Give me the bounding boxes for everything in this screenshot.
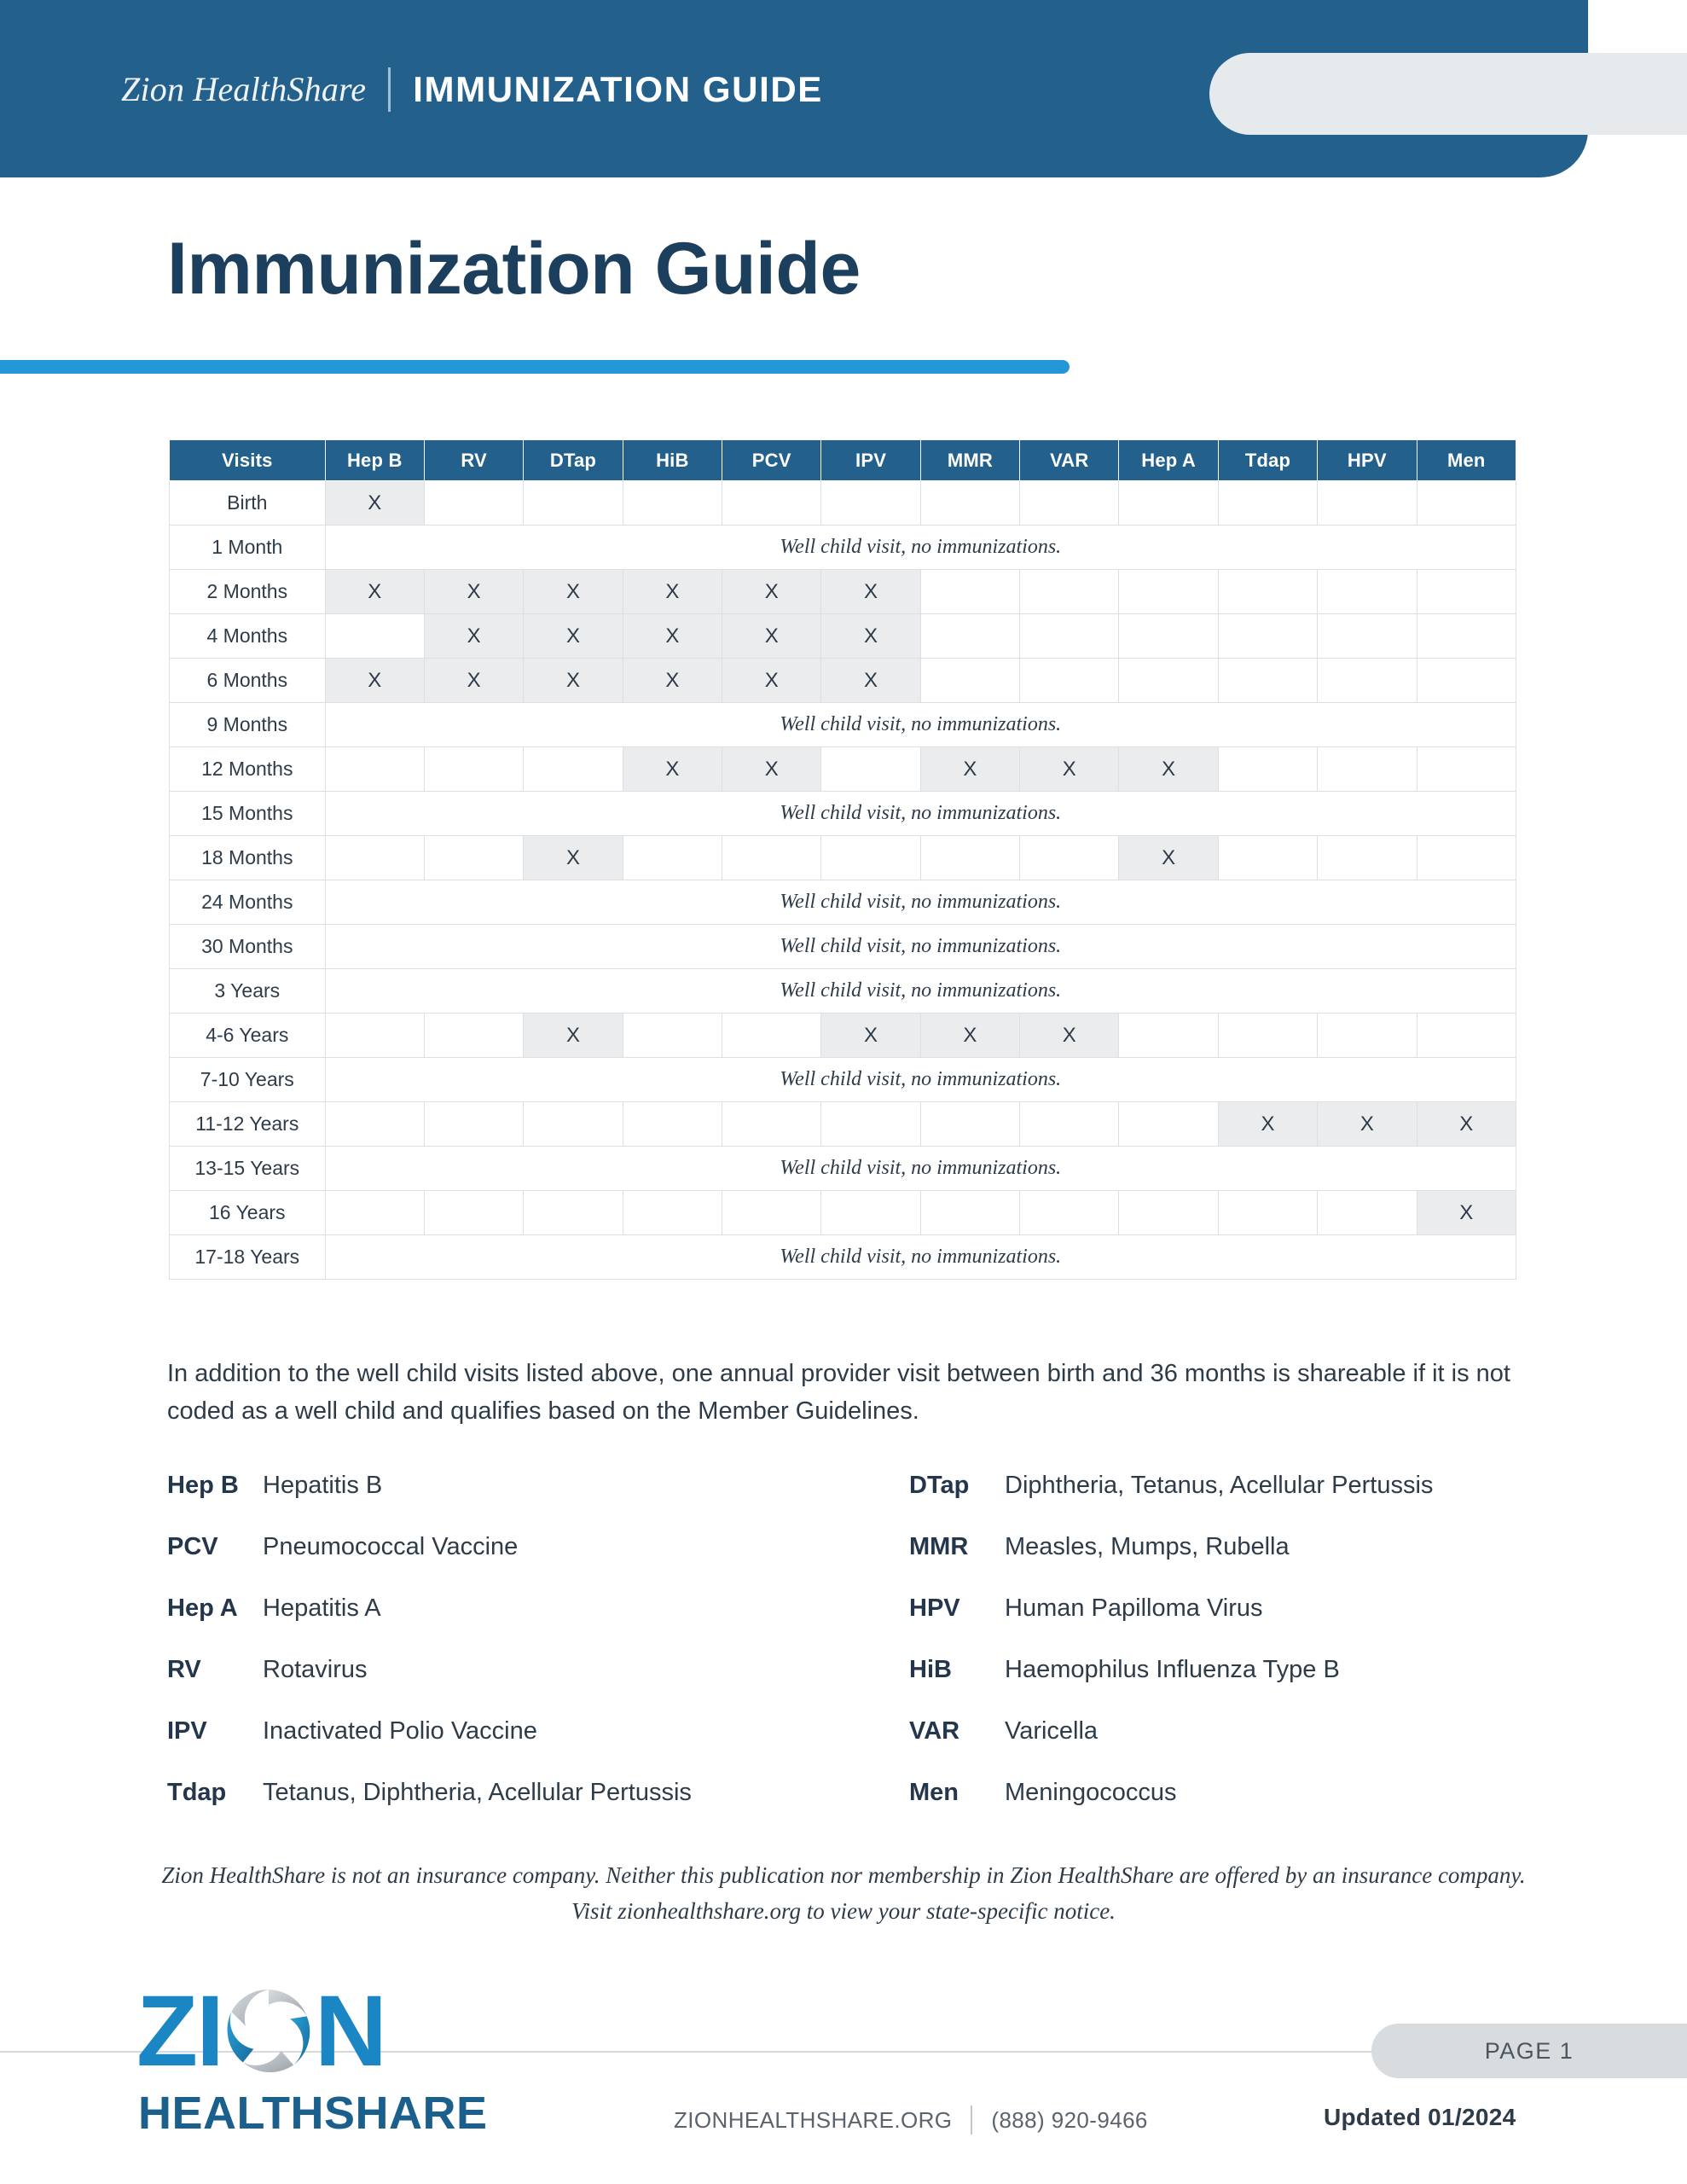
vaccine-cell-empty [1318, 1191, 1417, 1235]
visit-age-label: 18 Months [170, 836, 326, 880]
header-decorative-pill [1209, 53, 1687, 135]
vaccine-cell-empty [1020, 1191, 1119, 1235]
legend-item [909, 1594, 1532, 1656]
vaccine-cell-empty [1020, 659, 1119, 703]
vaccine-cell-empty [1417, 747, 1516, 792]
vaccine-cell-empty [1020, 836, 1119, 880]
legend-item [167, 1779, 909, 1840]
vaccine-cell-empty [920, 836, 1019, 880]
legend-item [167, 1594, 909, 1656]
visit-age-label: 3 Years [170, 969, 326, 1014]
vaccine-cell-empty [821, 1102, 920, 1147]
vaccine-cell-marked: X [1119, 836, 1218, 880]
logo-healthshare-wordmark: HEALTHSHARE [138, 2088, 488, 2139]
vaccine-cell-empty [325, 836, 424, 880]
vaccine-cell-empty [920, 614, 1019, 659]
vaccine-cell-marked: X [821, 570, 920, 614]
disclaimer-text: Zion HealthShare is not an insurance company. Neither this publication nor membership in Zion HealthShare are offered by an insurance company. Visit zionhealthshare.org to view your state-specific notice. [161, 1862, 1526, 1924]
table-row [170, 1147, 1516, 1191]
table-row [170, 792, 1516, 836]
visit-age-label: 12 Months [170, 747, 326, 792]
well-child-visit-note: Well child visit, no immunizations. [325, 969, 1516, 1014]
vaccine-cell-empty [1020, 614, 1119, 659]
table-header-row [170, 440, 1516, 481]
logo-swirl-icon [224, 1987, 313, 2076]
vaccine-cell-empty [821, 481, 920, 526]
legend-full-name: Hepatitis A [263, 1594, 381, 1622]
page-number-badge: PAGE 1 [1371, 2024, 1687, 2078]
vaccine-cell-empty [1119, 570, 1218, 614]
vaccine-cell-empty [821, 836, 920, 880]
vaccine-cell-empty [722, 836, 821, 880]
table-row [170, 703, 1516, 747]
vaccine-cell-empty [722, 1014, 821, 1058]
vaccine-cell-empty [524, 481, 623, 526]
vaccine-cell-empty [424, 1102, 523, 1147]
vaccine-cell-empty [1318, 659, 1417, 703]
legend-full-name: Inactivated Polio Vaccine [263, 1717, 537, 1745]
legend-item [909, 1656, 1532, 1717]
table-row [170, 880, 1516, 925]
vaccine-cell-empty [920, 1102, 1019, 1147]
vaccine-cell-marked: X [623, 614, 722, 659]
table-row [170, 526, 1516, 570]
column-header-mmr: MMR [920, 440, 1019, 481]
vaccine-cell-empty [1218, 747, 1317, 792]
well-child-visit-note: Well child visit, no immunizations. [325, 1235, 1516, 1280]
abbreviation-legend [167, 1472, 1532, 1840]
vaccine-cell-empty [1119, 659, 1218, 703]
table-row [170, 747, 1516, 792]
vaccine-cell-marked: X [1318, 1102, 1417, 1147]
table-row [170, 659, 1516, 703]
vaccine-cell-empty [1218, 481, 1317, 526]
vaccine-cell-marked: X [1218, 1102, 1317, 1147]
table-row [170, 570, 1516, 614]
vaccine-cell-empty [1020, 1102, 1119, 1147]
table-row [170, 1191, 1516, 1235]
vaccine-cell-empty [1318, 614, 1417, 659]
vaccine-cell-marked: X [325, 659, 424, 703]
vaccine-cell-marked: X [1119, 747, 1218, 792]
additional-visit-note: In addition to the well child visits listed above, one annual provider visit between birth and 36 months is shareable if it is not coded as a well child and qualifies based on the Member Guidelines. [167, 1360, 1510, 1426]
zion-healthshare-logo [136, 1974, 512, 2143]
table-row [170, 925, 1516, 969]
vaccine-cell-marked: X [623, 659, 722, 703]
visit-age-label: 15 Months [170, 792, 326, 836]
column-header-dtap: DTap [524, 440, 623, 481]
legend-full-name: Meningococcus [1005, 1779, 1177, 1806]
vaccine-cell-empty [1119, 481, 1218, 526]
column-header-ipv: IPV [821, 440, 920, 481]
column-header-rv: RV [424, 440, 523, 481]
vaccine-cell-marked: X [623, 570, 722, 614]
vaccine-cell-empty [424, 481, 523, 526]
vaccine-cell-marked: X [722, 659, 821, 703]
well-child-visit-note: Well child visit, no immunizations. [325, 526, 1516, 570]
footer-contact-info [674, 2106, 1148, 2135]
vaccine-cell-empty [920, 659, 1019, 703]
vaccine-cell-marked: X [524, 570, 623, 614]
header-title: IMMUNIZATION GUIDE [413, 69, 823, 109]
title-accent-bar [0, 360, 1070, 374]
well-child-visit-note: Well child visit, no immunizations. [325, 880, 1516, 925]
logo-letter-z: Z [136, 1974, 197, 2088]
vaccine-cell-empty [1119, 614, 1218, 659]
vaccine-cell-marked: X [1020, 1014, 1119, 1058]
vaccine-cell-marked: X [524, 614, 623, 659]
table-row [170, 481, 1516, 526]
immunization-schedule-table [169, 439, 1516, 1280]
legend-item [909, 1717, 1532, 1779]
vaccine-cell-marked: X [821, 614, 920, 659]
vaccine-cell-empty [325, 1102, 424, 1147]
column-header-men: Men [1417, 440, 1516, 481]
vaccine-cell-empty [524, 747, 623, 792]
legend-abbreviation: Hep A [167, 1594, 238, 1622]
vaccine-cell-empty [623, 1191, 722, 1235]
legend-full-name: Haemophilus Influenza Type B [1005, 1656, 1340, 1683]
legend-item [167, 1656, 909, 1717]
vaccine-cell-empty [1119, 1014, 1218, 1058]
well-child-visit-note: Well child visit, no immunizations. [325, 1147, 1516, 1191]
vaccine-cell-empty [325, 1191, 424, 1235]
legend-abbreviation: Hep B [167, 1472, 239, 1499]
vaccine-cell-empty [1218, 659, 1317, 703]
vaccine-cell-marked: X [821, 1014, 920, 1058]
legend-abbreviation: DTap [909, 1472, 970, 1499]
vaccine-cell-empty [424, 1191, 523, 1235]
visit-age-label: 1 Month [170, 526, 326, 570]
legend-full-name: Tetanus, Diphtheria, Acellular Pertussis [263, 1779, 692, 1806]
footer-updated-date: Updated 01/2024 [1324, 2104, 1516, 2130]
vaccine-cell-empty [920, 481, 1019, 526]
vaccine-cell-empty [623, 1102, 722, 1147]
legend-full-name: Varicella [1005, 1717, 1099, 1745]
vaccine-cell-empty [424, 747, 523, 792]
logo-zion-wordmark [136, 1974, 386, 2088]
vaccine-cell-empty [1318, 836, 1417, 880]
vaccine-cell-empty [1417, 481, 1516, 526]
column-header-tdap: Tdap [1218, 440, 1317, 481]
legend-item [909, 1472, 1532, 1533]
visit-age-label: 4 Months [170, 614, 326, 659]
vaccine-cell-empty [1417, 659, 1516, 703]
vaccine-cell-empty [524, 1191, 623, 1235]
legend-abbreviation: VAR [909, 1717, 960, 1745]
vaccine-cell-marked: X [722, 747, 821, 792]
vaccine-cell-empty [1318, 1014, 1417, 1058]
legend-item [909, 1779, 1532, 1840]
vaccine-cell-empty [623, 1014, 722, 1058]
legend-item [909, 1533, 1532, 1594]
vaccine-cell-marked: X [424, 614, 523, 659]
vaccine-cell-empty [1218, 1014, 1317, 1058]
visit-age-label: Birth [170, 481, 326, 526]
vaccine-cell-marked: X [920, 747, 1019, 792]
legend-item [167, 1533, 909, 1594]
brand-name: Zion HealthShare [121, 70, 367, 108]
well-child-visit-note: Well child visit, no immunizations. [325, 792, 1516, 836]
footer-website[interactable]: ZIONHEALTHSHARE.ORG [674, 2106, 953, 2133]
vaccine-cell-empty [1218, 570, 1317, 614]
vaccine-cell-empty [722, 481, 821, 526]
table-row [170, 1235, 1516, 1280]
vaccine-cell-marked: X [424, 659, 523, 703]
vaccine-cell-empty [920, 570, 1019, 614]
column-header-hep-a: Hep A [1119, 440, 1218, 481]
visit-age-label: 13-15 Years [170, 1147, 326, 1191]
vaccine-cell-empty [1417, 614, 1516, 659]
vaccine-cell-empty [1417, 836, 1516, 880]
legend-item [167, 1472, 909, 1533]
column-header-hep-b: Hep B [325, 440, 424, 481]
visit-age-label: 17-18 Years [170, 1235, 326, 1280]
vaccine-cell-empty [623, 836, 722, 880]
column-header-var: VAR [1020, 440, 1119, 481]
legend-full-name: Hepatitis B [263, 1472, 383, 1499]
vaccine-cell-empty [424, 836, 523, 880]
visit-age-label: 24 Months [170, 880, 326, 925]
well-child-visit-note: Well child visit, no immunizations. [325, 1058, 1516, 1102]
well-child-visit-note: Well child visit, no immunizations. [325, 703, 1516, 747]
vaccine-cell-marked: X [325, 481, 424, 526]
legend-full-name: Measles, Mumps, Rubella [1005, 1533, 1290, 1560]
vaccine-cell-empty [821, 747, 920, 792]
column-header-pcv: PCV [722, 440, 821, 481]
logo-letter-n: N [314, 1974, 386, 2088]
vaccine-cell-empty [1218, 1191, 1317, 1235]
visit-age-label: 7-10 Years [170, 1058, 326, 1102]
page-title: Immunization Guide [167, 228, 861, 310]
vaccine-cell-marked: X [920, 1014, 1019, 1058]
legend-abbreviation: Men [909, 1779, 959, 1806]
vaccine-cell-empty [1020, 570, 1119, 614]
legend-full-name: Diphtheria, Tetanus, Acellular Pertussis [1005, 1472, 1434, 1499]
table-row [170, 614, 1516, 659]
legend-abbreviation: RV [167, 1656, 201, 1683]
legend-abbreviation: IPV [167, 1717, 207, 1745]
header-divider [388, 67, 391, 112]
vaccine-cell-empty [424, 1014, 523, 1058]
table-row [170, 836, 1516, 880]
visit-age-label: 30 Months [170, 925, 326, 969]
vaccine-cell-marked: X [1417, 1191, 1516, 1235]
vaccine-cell-empty [325, 1014, 424, 1058]
vaccine-cell-empty [524, 1102, 623, 1147]
visit-age-label: 6 Months [170, 659, 326, 703]
footer-separator [971, 2106, 972, 2135]
vaccine-cell-marked: X [325, 570, 424, 614]
visit-age-label: 9 Months [170, 703, 326, 747]
vaccine-cell-empty [1020, 481, 1119, 526]
visit-age-label: 16 Years [170, 1191, 326, 1235]
vaccine-cell-marked: X [524, 1014, 623, 1058]
vaccine-cell-marked: X [623, 747, 722, 792]
table-row [170, 1058, 1516, 1102]
vaccine-cell-marked: X [722, 614, 821, 659]
table-row [170, 1102, 1516, 1147]
column-header-hpv: HPV [1318, 440, 1417, 481]
vaccine-cell-empty [1318, 747, 1417, 792]
legend-item [167, 1717, 909, 1779]
vaccine-cell-marked: X [524, 659, 623, 703]
visit-age-label: 11-12 Years [170, 1102, 326, 1147]
vaccine-cell-empty [1318, 481, 1417, 526]
vaccine-cell-empty [1218, 614, 1317, 659]
vaccine-cell-empty [920, 1191, 1019, 1235]
vaccine-cell-marked: X [1020, 747, 1119, 792]
vaccine-cell-empty [325, 747, 424, 792]
column-header-visits: Visits [170, 440, 326, 481]
visit-age-label: 4-6 Years [170, 1014, 326, 1058]
legend-abbreviation: HPV [909, 1594, 960, 1622]
well-child-visit-note: Well child visit, no immunizations. [325, 925, 1516, 969]
legend-full-name: Human Papilloma Virus [1005, 1594, 1263, 1622]
column-header-hib: HiB [623, 440, 722, 481]
table-row [170, 969, 1516, 1014]
header-branding [121, 63, 823, 116]
visit-age-label: 2 Months [170, 570, 326, 614]
vaccine-cell-empty [1417, 570, 1516, 614]
vaccine-cell-empty [1119, 1102, 1218, 1147]
vaccine-cell-marked: X [424, 570, 523, 614]
vaccine-cell-marked: X [722, 570, 821, 614]
logo-letter-i: I [196, 1974, 223, 2088]
vaccine-cell-marked: X [524, 836, 623, 880]
vaccine-cell-empty [1318, 570, 1417, 614]
footer-phone[interactable]: (888) 920-9466 [991, 2106, 1148, 2133]
vaccine-cell-empty [1417, 1014, 1516, 1058]
legend-abbreviation: PCV [167, 1533, 218, 1560]
table-row [170, 1014, 1516, 1058]
legend-abbreviation: HiB [909, 1656, 952, 1683]
vaccine-cell-empty [623, 481, 722, 526]
vaccine-cell-empty [722, 1102, 821, 1147]
legend-full-name: Pneumococcal Vaccine [263, 1533, 519, 1560]
legend-full-name: Rotavirus [263, 1656, 368, 1683]
legend-abbreviation: MMR [909, 1533, 969, 1560]
vaccine-cell-empty [722, 1191, 821, 1235]
vaccine-cell-empty [325, 614, 424, 659]
vaccine-cell-empty [1119, 1191, 1218, 1235]
vaccine-cell-empty [821, 1191, 920, 1235]
vaccine-cell-marked: X [821, 659, 920, 703]
legend-abbreviation: Tdap [167, 1779, 227, 1806]
vaccine-cell-marked: X [1417, 1102, 1516, 1147]
vaccine-cell-empty [1218, 836, 1317, 880]
